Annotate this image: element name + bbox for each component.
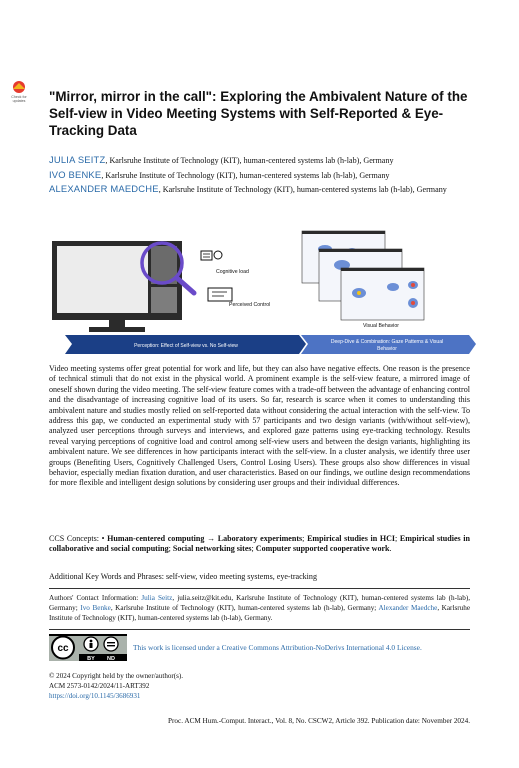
perceived-control-label: Perceived Control bbox=[229, 302, 271, 308]
by-label: BY bbox=[87, 656, 95, 661]
contact-text: , julia.seitz@kit.edu, Karlsruhe Institute of Technology (KIT), human-centered systems lab (h-lab), Germany; bbox=[49, 594, 471, 612]
copyright-line: © 2024 Copyright held by the owner/author(s). bbox=[49, 672, 184, 680]
arrow-deepdive-label-2: Behavior bbox=[377, 346, 397, 352]
abstract: Video meeting systems offer great potential for work and life, but they can also have negative effects. One reason is the presence of technical stimuli that do not exist in the physical world. A prominent example is the self-view feature, a mirrored image of oneself shown during the video meeting. The self-view feature comes with a trade-off between the advantage of enhancing control and the disadvantage of increasing cognitive load of its users. So far, research is scarce when it comes to understanding this ambivalent nature and studies mostly relied on self-reported data without considering the actual interaction with the self-view. To address this gap, we conducted an experimental study with 57 participants and two design variants (with/without self-view), analyzed user perceptions through surveys and interviews, and explored gaze patterns using eye-tracking technology. Results reveal varying perceptions of cognitive load and control among self-view users and between the design variants, highlighting its ambivalent nature. We see differences in how participants interact with the self-view. In a cluster analysis, we identify three user groups (Benefiting Users, Cognitively Challenged Users, Control Losing Users). These groups also show differences in visual behavior, especially median fixation duration, and user characteristics. Based on our findings, we outline design recommendations for more flexible and intelligent design solutions by considering user groups and their individual differences. bbox=[49, 364, 470, 488]
author-affiliation: , Karlsruhe Institute of Technology (KIT), human-centered systems lab (h-lab), Germany bbox=[105, 156, 394, 165]
contact-prefix: Authors' Contact Information: bbox=[49, 594, 142, 602]
divider bbox=[49, 629, 470, 630]
check-for-updates-badge[interactable] bbox=[6, 79, 32, 105]
author-name[interactable]: ALEXANDER MAEDCHE bbox=[49, 183, 159, 194]
license-link[interactable]: This work is licensed under a Creative Commons Attribution-NoDerivs International 4.0 License. bbox=[133, 643, 422, 652]
cc-license-logo[interactable] bbox=[49, 634, 127, 661]
ccs-concept: Social networking sites bbox=[172, 544, 252, 554]
author-link[interactable]: Julia Seitz bbox=[141, 594, 173, 602]
contact-information bbox=[49, 593, 470, 623]
arrow-perception-label: Perception: Effect of Self-view vs. No Self-view bbox=[134, 343, 238, 349]
screen-control-icon bbox=[208, 288, 232, 301]
monitor-illustration bbox=[52, 241, 182, 332]
cognitive-load-label: Cognitive load bbox=[216, 269, 249, 275]
ccs-concept: Empirical studies in collaborative and social computing bbox=[49, 534, 471, 554]
cc-icon: cc bbox=[57, 643, 69, 654]
nd-label: ND bbox=[107, 656, 115, 661]
author-affiliation: , Karlsruhe Institute of Technology (KIT), human-centered systems lab (h-lab), Germany bbox=[158, 185, 447, 194]
ccs-concept: Empirical studies in HCI bbox=[307, 534, 396, 543]
keywords: Additional Key Words and Phrases: self-view, video meeting systems, eye-tracking bbox=[49, 572, 317, 581]
arrow-deepdive-label-1: Deep-Dive & Combination: Gaze Patterns & Visual bbox=[330, 339, 444, 345]
nd-equal-icon bbox=[104, 637, 118, 651]
badge-line-2: updates bbox=[12, 99, 26, 103]
author-affiliation: , Karlsruhe Institute of Technology (KIT), human-centered systems lab (h-lab), Germany bbox=[101, 170, 390, 180]
copyright-block bbox=[49, 671, 183, 702]
ccs-concept: Computer supported cooperative work bbox=[255, 544, 390, 554]
paper-title: "Mirror, mirror in the call": Exploring the Ambivalent Nature of the Self-view in Video Meeting Systems with Self-Reported & Eye-Tracking Data bbox=[49, 89, 468, 138]
author-link[interactable]: Alexander Maedche bbox=[378, 604, 438, 612]
divider bbox=[49, 588, 470, 589]
doi-link[interactable]: https://doi.org/10.1145/3686931 bbox=[49, 692, 141, 701]
teaser-figure bbox=[49, 227, 477, 357]
author-entry bbox=[49, 182, 479, 197]
heatmap-panel bbox=[341, 268, 424, 320]
author-link[interactable]: Ivo Benke bbox=[80, 604, 111, 612]
author-entry bbox=[49, 168, 479, 183]
visual-behavior-label: Visual Behavior bbox=[363, 323, 399, 329]
badge-line-1: Check for bbox=[11, 95, 27, 99]
contact-text: , Karlsruhe Institute of Technology (KIT), human-centered systems lab (h-lab), Germany. bbox=[49, 604, 471, 622]
acm-number: ACM 2573-0142/2024/11-ART392 bbox=[49, 682, 150, 691]
ccs-concepts: CCS Concepts: • Human-centered computing → Laboratory experiments; Empirical studies in HCI; Empirical studies in collaborative and social computing; Social networking sites; Computer supported cooperative work. bbox=[49, 534, 471, 554]
author-name[interactable]: JULIA SEITZ bbox=[49, 154, 106, 165]
author-name[interactable]: IVO BENKE bbox=[49, 168, 102, 180]
ccs-label: CCS Concepts: • bbox=[49, 534, 108, 543]
contact-text: , Karlsruhe Institute of Technology (KIT), human-centered systems lab (h-lab), Germany; bbox=[110, 604, 379, 612]
ccs-concept: Human-centered computing → Laboratory experiments bbox=[107, 534, 303, 543]
author-list bbox=[49, 153, 479, 197]
brain-person-icon bbox=[201, 251, 222, 260]
author-entry bbox=[49, 153, 479, 168]
page-footer: Proc. ACM Hum.-Comput. Interact., Vol. 8, No. CSCW2, Article 392. Publication date: November 2024. bbox=[168, 717, 470, 725]
